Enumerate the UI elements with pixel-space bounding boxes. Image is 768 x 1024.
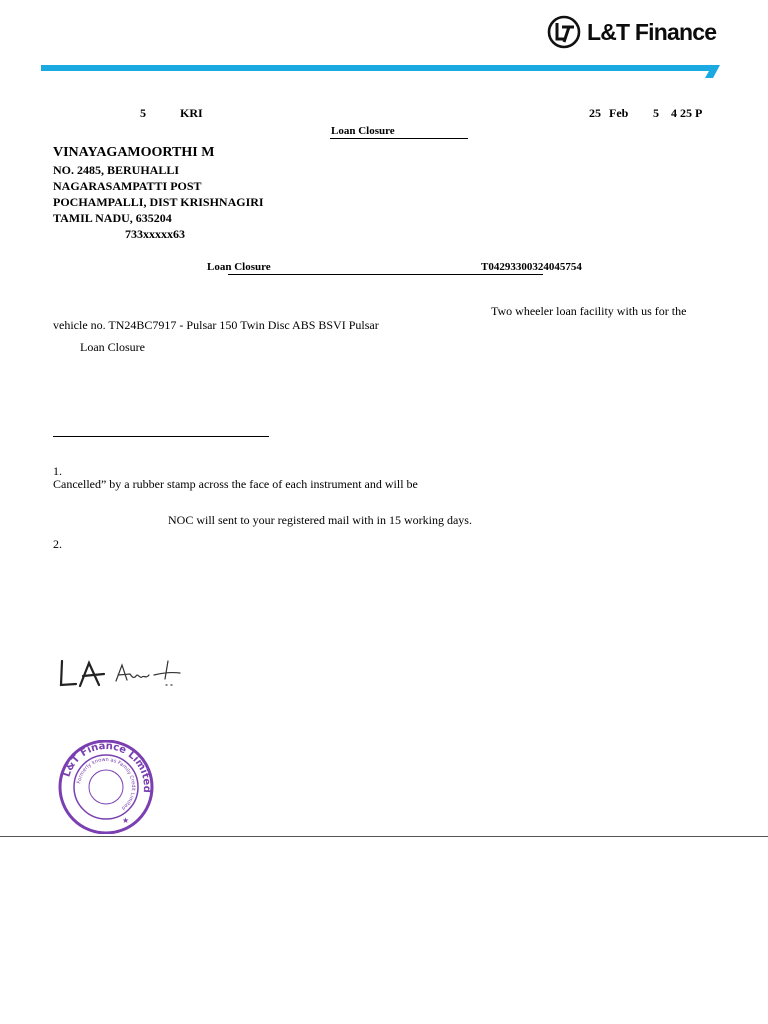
subject-title-underline bbox=[330, 138, 468, 139]
svg-text:L&T Finance Limited: L&T Finance Limited bbox=[61, 740, 153, 794]
body-text-1a: Two wheeler loan facility with us for the bbox=[491, 304, 687, 318]
signature-image bbox=[54, 655, 194, 695]
date-month: Feb bbox=[609, 106, 629, 120]
addressee-name: VINAYAGAMOORTHI M bbox=[53, 145, 215, 160]
point-1-number: 1. bbox=[53, 464, 62, 478]
subject-line-label: Loan Closure bbox=[207, 261, 271, 273]
footer-line bbox=[0, 836, 768, 837]
address-line-4: TAMIL NADU, 635204 bbox=[53, 211, 172, 225]
lt-logo-icon bbox=[547, 15, 581, 49]
body-text-2: Loan Closure bbox=[80, 340, 145, 354]
point-1-text: Cancelled” by a rubber stamp across the face of each instrument and will be bbox=[53, 477, 418, 491]
agreement-number: T04293300324045754 bbox=[481, 261, 582, 273]
addressee-phone: 733xxxxx63 bbox=[125, 227, 185, 241]
brand-name: L&T Finance bbox=[587, 18, 717, 45]
address-line-1: NO. 2485, BERUHALLI bbox=[53, 163, 180, 177]
date-day: 25 bbox=[589, 106, 601, 120]
address-line-2: NAGARASAMPATTI POST bbox=[53, 179, 202, 193]
date-extra-2: 4 25 P bbox=[671, 106, 703, 120]
svg-text:★: ★ bbox=[122, 816, 130, 825]
noc-text: NOC will sent to your registered mail with in 15 working days. bbox=[168, 513, 472, 527]
company-stamp-image bbox=[54, 740, 158, 834]
subject-line-underline bbox=[228, 274, 543, 275]
point-2-number: 2. bbox=[53, 537, 62, 551]
date-extra-1: 5 bbox=[653, 106, 659, 120]
ref-number: 5 bbox=[140, 106, 146, 120]
header-blue-bar bbox=[41, 65, 720, 78]
body-text-1b: vehicle no. TN24BC7917 - Pulsar 150 Twin Disc ABS BSVI Pulsar bbox=[53, 318, 379, 332]
svg-text:Formerly known as Family Credi: Formerly known as Family Credit Limited bbox=[76, 756, 137, 812]
section-divider bbox=[53, 436, 269, 437]
brand-logo bbox=[547, 14, 716, 50]
ref-code: KRI bbox=[180, 106, 203, 120]
subject-title: Loan Closure bbox=[331, 125, 395, 137]
address-line-3: POCHAMPALLI, DIST KRISHNAGIRI bbox=[53, 195, 264, 209]
